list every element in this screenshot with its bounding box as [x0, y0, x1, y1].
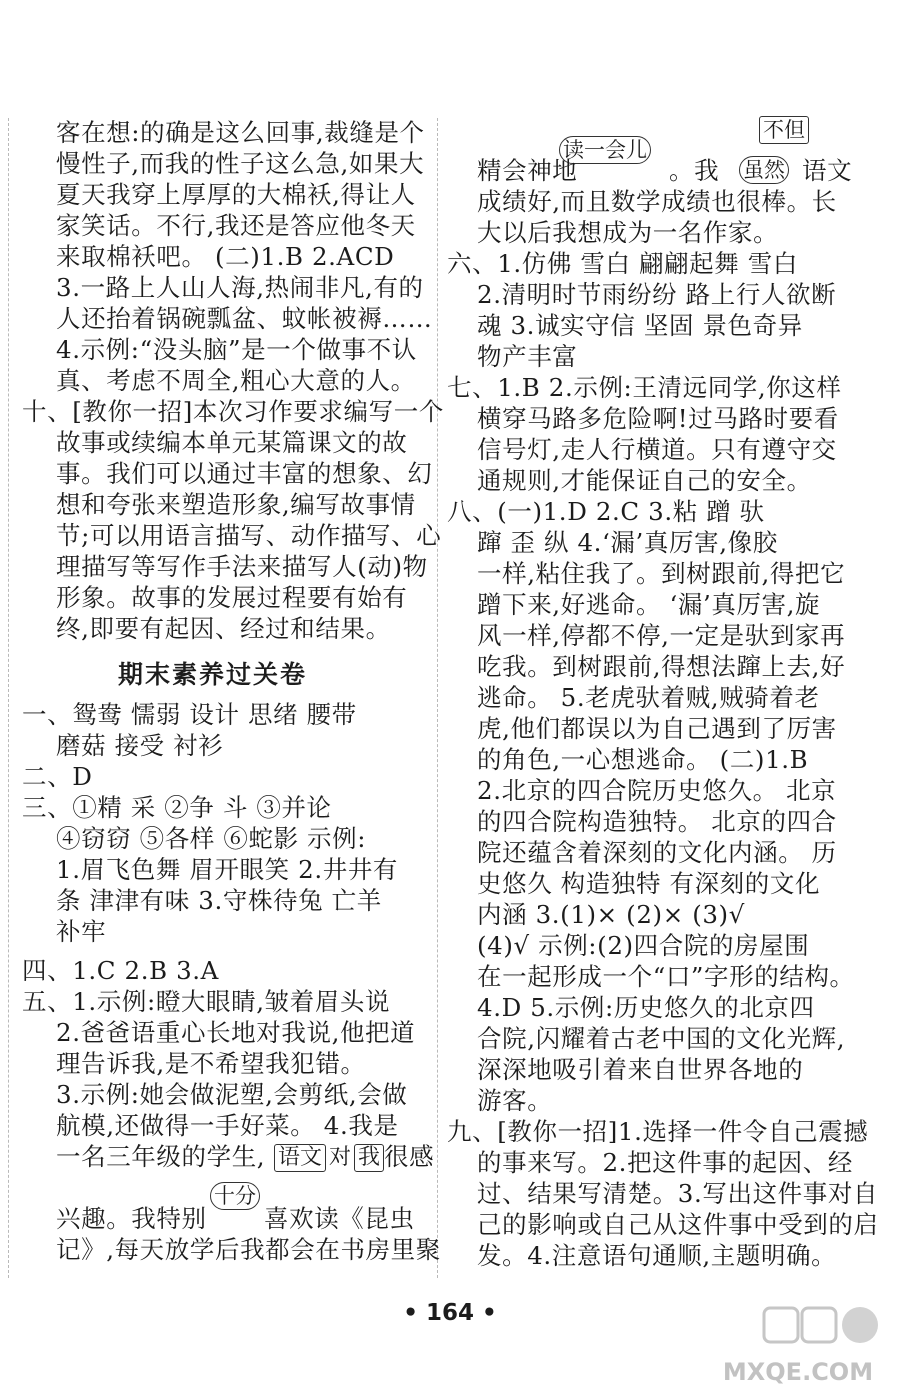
text-line: 人还抬着锅碗瓢盆、蚊帐被褥…… [56, 304, 433, 333]
text-line: 故事或续编本单元某篇课文的故 [56, 428, 408, 457]
section-heading: 六、1.仿佛 雪白 翩翩起舞 雪白 [447, 249, 798, 278]
exam-title: 期末素养过关卷 [118, 660, 308, 689]
text-line: 一名三年级的学生, [56, 1142, 266, 1171]
text-line: 理描写等写作手法来描写人(动)物 [56, 552, 428, 581]
section-heading: 七、1.B 2.示例:王清远同学,你这样 [447, 373, 842, 402]
text-line: 游客。 [477, 1086, 553, 1115]
watermark-logo [702, 1302, 892, 1388]
text-line: 形象。故事的发展过程要有始有 [56, 583, 408, 612]
section-heading: 二、D [22, 762, 93, 791]
text-line: 4.D 5.示例:历史悠久的北京四 [477, 993, 815, 1022]
text-line: 己的影响或自己从这件事中受到的启 [477, 1210, 879, 1239]
text-line: 节;可以用语言描写、动作描写、心 [56, 521, 442, 550]
text-line: 航模,还做得一手好菜。 4.我是 [56, 1111, 399, 1140]
text-line: 的角色,一心想逃命。 (二)1.B [477, 745, 809, 774]
text-line: 逃命。 5.老虎驮着贼,贼骑着老 [477, 683, 820, 712]
svg-text:MXQE.COM: MXQE.COM [722, 1358, 874, 1386]
text-line: 1.眉飞色舞 眉开眼笑 2.井井有 [56, 855, 399, 884]
text-line: 语文 [802, 156, 853, 185]
inserted-word-dui: 对 [329, 1145, 352, 1170]
text-line: 内涵 3.(1)× (2)× (3)√ [477, 900, 745, 929]
text-line: 蹿 歪 纵 4.‘漏’真厉害,像胶 [477, 528, 778, 557]
section-heading: 一、鸳鸯 懦弱 设计 思绪 腰带 [22, 700, 357, 729]
text-line: 3.一路上人山人海,热闹非凡,有的 [56, 273, 424, 302]
text-line: 的事来写。2.把这件事的起因、经 [477, 1148, 853, 1177]
text-line: 信号灯,走人行横道。只有遵守交 [477, 435, 837, 464]
text-line: 慢性子,而我的性子这么急,如果大 [56, 149, 425, 178]
text-line: 喜欢读《昆虫 [264, 1204, 415, 1233]
text-line: 一样,粘住我了。到树跟前,得把它 [477, 559, 846, 588]
text-line: 2.清明时节雨纷纷 路上行人欲断 [477, 280, 837, 309]
text-line: 虎,他们都误以为自己遇到了厉害 [477, 714, 837, 743]
text-line: 。我 [669, 156, 720, 185]
section-heading: 四、1.C 2.B 3.A [22, 956, 219, 985]
text-line: 想和夸张来塑造形象,编写故事情 [56, 490, 416, 519]
text-line: ④窃窃 ⑤各样 ⑥蛇影 示例: [56, 824, 367, 853]
inserted-word-wo: 我 [354, 1144, 384, 1172]
text-line: 来取棉袄吧。 (二)1.B 2.ACD [56, 242, 395, 271]
text-line: 理告诉我,是不希望我犯错。 [56, 1049, 366, 1078]
correction-box-du-yihuier: 读一会儿 [559, 136, 651, 164]
text-line: 大以后我想成为一名作家。 [477, 218, 779, 247]
text-line: 4.示例:“没头脑”是一个做事不认 [56, 335, 417, 364]
text-line: 真、考虑不周全,粗心大意的人。 [56, 366, 416, 395]
text-line: 夏天我穿上厚厚的大棉袄,得让人 [56, 180, 416, 209]
left-margin-rule [8, 118, 9, 1278]
text-line: 通规则,才能保证自己的安全。 [477, 466, 812, 495]
text-line: 蹭下来,好逃命。 ‘漏’真厉害,旋 [477, 590, 821, 619]
correction-box-suiran: 虽然 [739, 156, 789, 184]
text-line: 过、结果写清楚。3.写出这件事对自 [477, 1179, 879, 1208]
text-line: 客在想:的确是这么回事,裁缝是个 [56, 118, 425, 147]
text-line: 记》,每天放学后我都会在书房里聚 [56, 1235, 441, 1264]
text-line: 发。4.注意语句通顺,主题明确。 [477, 1241, 837, 1270]
section-heading: 三、①精 采 ②争 斗 ③并论 [22, 793, 332, 822]
correction-box-shifen: 十分 [210, 1182, 260, 1210]
text-line: 精会神地 [477, 156, 578, 185]
text-line: 3.示例:她会做泥塑,会剪纸,会做 [56, 1080, 408, 1109]
column-divider [437, 118, 438, 1278]
text-line: 魂 3.诚实守信 坚固 景色奇异 [477, 311, 803, 340]
correction-box-yuwen-dui-wo [274, 1144, 384, 1172]
text-line: 补牢 [56, 917, 107, 946]
text-line: 风一样,停都不停,一定是驮到家再 [477, 621, 846, 650]
text-line: 的四合院构造独特。 北京的四合 [477, 807, 837, 836]
text-line: 2.北京的四合院历史悠久。 北京 [477, 776, 837, 805]
text-line: 院还蕴含着深刻的文化内涵。 历 [477, 838, 837, 867]
text-line: 吃我。到树跟前,得想法蹿上去,好 [477, 652, 846, 681]
inserted-word-yuwen: 语文 [274, 1144, 326, 1172]
correction-box-buqdan: 不但 [759, 116, 809, 144]
text-line: 史悠久 构造独特 有深刻的文化 [477, 869, 821, 898]
section-heading: 九、[教你一招]1.选择一件令自己震撼 [447, 1117, 869, 1146]
text-line: 家笑话。不行,我还是答应他冬天 [56, 211, 416, 240]
text-line: 很感 [384, 1142, 435, 1171]
page-number: • 164 • [403, 1300, 497, 1326]
text-line: 在一起形成一个“口”字形的结构。 [477, 962, 855, 991]
text-line: 兴趣。我特别 [56, 1204, 207, 1233]
text-line: 深深地吸引着来自世界各地的 [477, 1055, 804, 1084]
text-line: 2.爸爸语重心长地对我说,他把道 [56, 1018, 416, 1047]
section-heading: 八、(一)1.D 2.C 3.粘 蹭 驮 [447, 497, 765, 526]
text-line: 事。我们可以通过丰富的想象、幻 [56, 459, 433, 488]
text-line: 横穿马路多危险啊!过马路时要看 [477, 404, 839, 433]
text-line: 合院,闪耀着古老中国的文化光辉, [477, 1024, 846, 1053]
text-line: 磨菇 接受 衬衫 [56, 731, 224, 760]
text-line: 条 津津有味 3.守株待兔 亡羊 [56, 886, 382, 915]
text-line: (4)√ 示例:(2)四合院的房屋围 [477, 931, 810, 960]
text-line: 终,即要有起因、经过和结果。 [56, 614, 391, 643]
text-line: 成绩好,而且数学成绩也很棒。长 [477, 187, 837, 216]
section-heading: 五、1.示例:瞪大眼睛,皱着眉头说 [22, 987, 391, 1016]
text-line: 物产丰富 [477, 342, 578, 371]
section-heading: 十、[教你一招]本次习作要求编写一个 [22, 397, 444, 426]
